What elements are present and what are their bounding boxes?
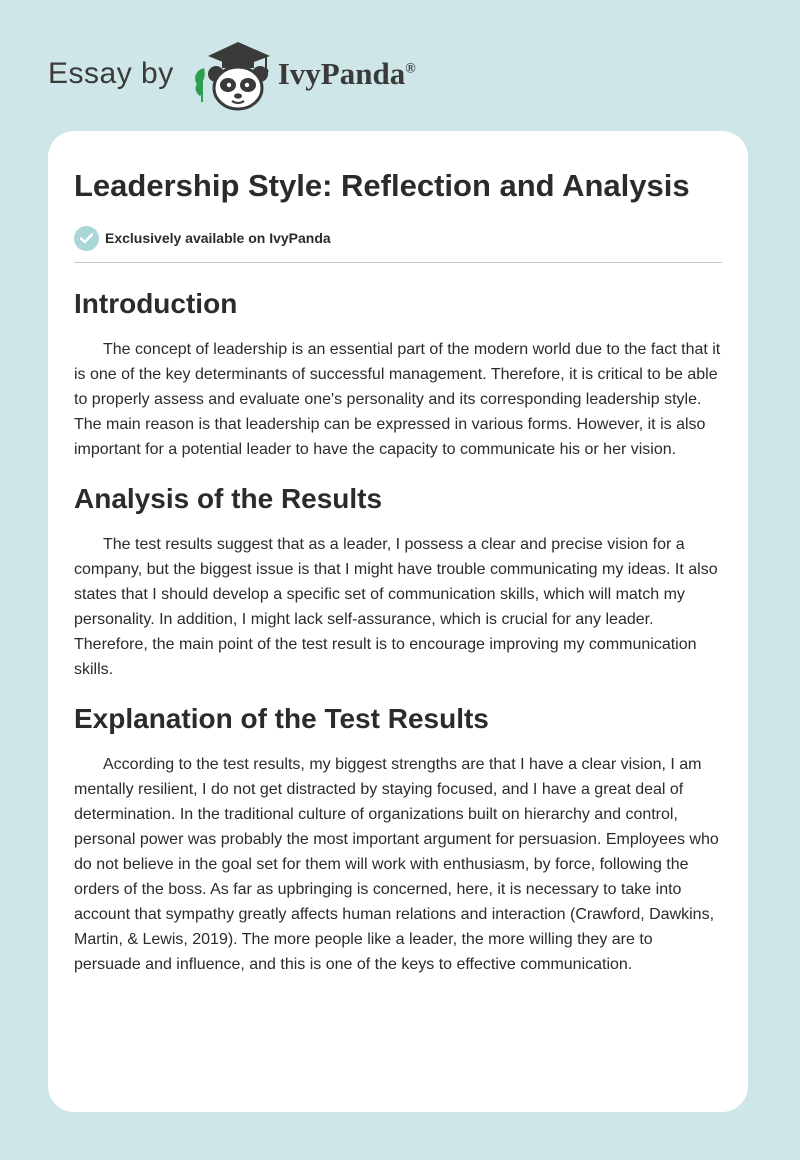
essay-by-label: Essay by [48,57,174,90]
essay-title: Leadership Style: Reflection and Analysis [74,168,690,203]
section-introduction [74,287,722,462]
section-explanation [74,702,722,977]
registered-mark: ® [405,61,416,77]
panda-logo-icon [190,36,274,112]
exclusive-label: Exclusively available on IvyPanda [105,230,331,246]
essay-card [48,131,748,1112]
section-heading: Analysis of the Results [74,483,383,514]
brand-name: IvyPanda® [277,56,416,91]
section-heading: Introduction [74,288,238,319]
essay-content [74,165,722,977]
section-paragraph: The concept of leadership is an essential part of the modern world due to the fact that it is one of the key determinants of successful management. Therefore, it is critical to be able to properly assess and evaluate one's personality and its corresponding leadership style. The main reason is that leadership can be expressed in various forms. However, it is also important for a potential leader to have the capacity to communicate his or her vision. [74,341,721,458]
section-paragraph: According to the test results, my biggest strengths are that I have a clear vision, I am mentally resilient, I do not get distracted by staying focused, and I have a great deal of determination. In the traditional culture of organizations built on hierarchy and control, personal power was probably the most important argument for persuasion. Employees who do not believe in the goal set for them will work with enthusiasm, by force, following the orders of the boss. As far as upbringing is concerned, here, it is necessary to take into account that sympathy greatly affects human relations and interaction (Crawford, Dawkins, Martin, & Lewis, 2019). The more people like a leader, the more willing they are to persuade and influence, and this is one of the keys to effective communication. [74,756,719,973]
check-icon [74,226,99,251]
site-header [48,34,416,114]
section-heading: Explanation of the Test Results [74,703,489,734]
section-analysis [74,482,722,682]
section-paragraph: The test results suggest that as a leader, I possess a clear and precise vision for a company, but the biggest issue is that I might have trouble communicating my ideas. It also states that I should develop a specific set of communication skills, which will match my personality. In addition, I might lack self-assurance, which is crucial for any leader. Therefore, the main point of the test result is to encourage improving my communication skills. [74,536,718,678]
exclusive-badge [74,225,722,251]
title-divider [74,262,722,263]
